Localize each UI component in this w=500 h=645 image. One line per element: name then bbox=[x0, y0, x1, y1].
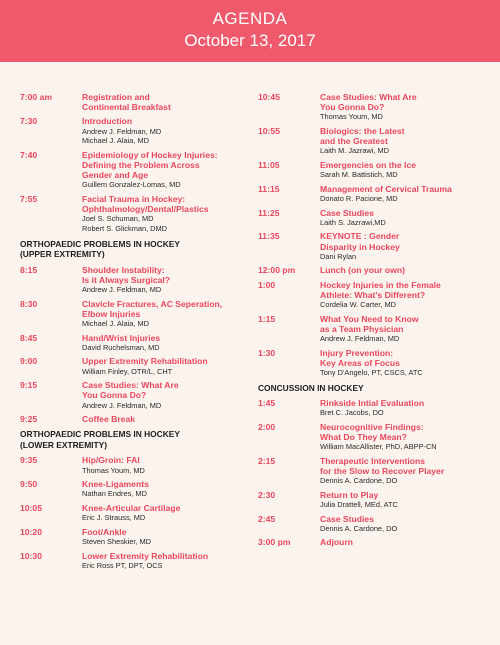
speaker-name: Julia Drattell, MEd, ATC bbox=[320, 500, 398, 510]
session-title-line: Foot/Ankle bbox=[82, 526, 127, 537]
session-title-line: Lunch (on your own) bbox=[320, 265, 405, 276]
entry-time: 1:30 bbox=[258, 347, 276, 358]
entry-time: 9:15 bbox=[20, 380, 38, 391]
agenda-entry bbox=[258, 398, 486, 418]
agenda-entry bbox=[20, 503, 242, 523]
session-title-line: Epidemiology of Hockey Injuries: bbox=[82, 149, 218, 160]
entry-body bbox=[82, 150, 242, 190]
agenda-entry bbox=[258, 456, 486, 486]
agenda-entry bbox=[258, 160, 486, 180]
speaker-name: Andrew J. Feldman, MD bbox=[82, 400, 162, 410]
session-title-line: Return to Play bbox=[320, 489, 379, 500]
session-title-line: Hockey Injuries in the Female bbox=[320, 279, 441, 290]
entry-body bbox=[82, 503, 242, 523]
section-heading bbox=[20, 239, 242, 260]
session-title-line: Key Areas of Focus bbox=[320, 357, 400, 368]
speaker-name: Steven Sheskier, MD bbox=[82, 536, 152, 546]
speaker-name: Eric J. Strauss, MD bbox=[82, 513, 146, 523]
agenda-entry bbox=[258, 92, 486, 122]
session-title-line: KEYNOTE : Gender bbox=[320, 231, 400, 242]
speaker-name: Donato R. Pacione, MD bbox=[320, 194, 398, 203]
section-heading-line: ORTHOPAEDIC PROBLEMS IN HOCKEY bbox=[20, 429, 180, 440]
agenda-entry bbox=[258, 126, 486, 156]
agenda-header bbox=[0, 0, 500, 62]
entry-body bbox=[320, 231, 486, 261]
entry-time: 11:35 bbox=[258, 231, 280, 242]
entry-body bbox=[82, 299, 242, 329]
session-title-line: Case Studies: What Are bbox=[320, 92, 417, 102]
session-title-line: Adjourn bbox=[320, 537, 353, 548]
session-title-line: Clavicle Fractures, AC Seperation, bbox=[82, 298, 223, 309]
session-title-line: Knee-Articular Cartilage bbox=[82, 502, 181, 513]
agenda-entry bbox=[258, 265, 486, 275]
entry-body bbox=[82, 414, 242, 424]
entry-body bbox=[320, 456, 486, 486]
entry-time: 9:50 bbox=[20, 479, 38, 490]
speaker-name: Michael J. Alaia, MD bbox=[82, 319, 149, 328]
agenda-entry bbox=[20, 527, 242, 547]
session-title-line: Gender and Age bbox=[82, 170, 149, 181]
session-title-line: Case Studies: What Are bbox=[82, 380, 179, 391]
agenda-entry bbox=[258, 231, 486, 261]
entry-time: 7:30 bbox=[20, 116, 38, 127]
speaker-name: Laith M. Jazrawi, MD bbox=[320, 146, 389, 156]
agenda-entry bbox=[258, 208, 486, 228]
entry-time: 1:15 bbox=[258, 313, 276, 324]
entry-time: 9:25 bbox=[20, 414, 38, 425]
entry-body bbox=[320, 537, 486, 547]
agenda-entry bbox=[20, 479, 242, 499]
entry-time: 8:15 bbox=[20, 264, 38, 275]
entry-body bbox=[82, 194, 242, 234]
entry-body bbox=[320, 348, 486, 378]
entry-body bbox=[320, 398, 486, 418]
entry-body bbox=[82, 479, 242, 499]
session-title-line: Continental Breakfast bbox=[82, 102, 171, 113]
session-title-line: Registration and bbox=[82, 92, 150, 102]
entry-time: 2:00 bbox=[258, 421, 276, 432]
session-title-line: for the Slow to Recover Player bbox=[320, 466, 445, 477]
speaker-name: Thomas Youm, MD bbox=[320, 112, 383, 122]
entry-time: 1:45 bbox=[258, 398, 276, 409]
session-title-line: Shoulder Instability: bbox=[82, 264, 165, 275]
agenda-entry bbox=[258, 280, 486, 310]
agenda-entry bbox=[20, 299, 242, 329]
entry-time: 11:05 bbox=[258, 160, 280, 170]
entry-time: 2:30 bbox=[258, 489, 276, 500]
session-title-line: Athlete: What's Different? bbox=[320, 289, 426, 300]
speaker-name: Michael J. Alaia, MD bbox=[82, 136, 149, 146]
agenda-entry bbox=[258, 514, 486, 534]
session-title-line: Emergencies on the Ice bbox=[320, 160, 416, 170]
agenda-entry bbox=[258, 348, 486, 378]
speaker-name: Eric Ross PT, DPT, OCS bbox=[82, 560, 163, 570]
session-title-line: Lower Extremity Rehabilitation bbox=[82, 550, 209, 561]
section-heading-line: (UPPER EXTREMITY) bbox=[20, 249, 105, 260]
entry-time: 10:55 bbox=[258, 126, 280, 136]
speaker-name: William MacAllister, PhD, ABPP-CN bbox=[320, 442, 437, 452]
agenda-entry bbox=[258, 422, 486, 452]
entry-time: 10:30 bbox=[20, 550, 42, 561]
entry-body bbox=[320, 422, 486, 452]
entry-body bbox=[320, 280, 486, 310]
entry-time: 7:40 bbox=[20, 149, 38, 160]
entry-body bbox=[82, 527, 242, 547]
entry-body bbox=[320, 314, 486, 344]
entry-body bbox=[82, 380, 242, 410]
section-heading-line: ORTHOPAEDIC PROBLEMS IN HOCKEY bbox=[20, 238, 180, 249]
speaker-name: Dani Rylan bbox=[320, 251, 357, 261]
agenda-entry bbox=[20, 551, 242, 571]
session-title-line: Management of Cervical Trauma bbox=[320, 183, 452, 194]
speaker-name: Nathan Endres, MD bbox=[82, 489, 147, 499]
entry-time: 9:00 bbox=[20, 356, 38, 367]
session-title-line: You Gonna Do? bbox=[82, 390, 147, 401]
session-title-line: Facial Trauma in Hockey: bbox=[82, 194, 186, 204]
entry-time: 2:15 bbox=[258, 455, 276, 466]
entry-time: 3:00 pm bbox=[258, 537, 291, 548]
session-title-line: What Do They Mean? bbox=[320, 432, 407, 443]
entry-time: 9:35 bbox=[20, 455, 38, 466]
entry-body bbox=[82, 92, 242, 112]
entry-time: 10:45 bbox=[258, 92, 280, 102]
speaker-name: Andrew J. Feldman, MD bbox=[82, 285, 162, 294]
session-title-line: Rinkside Intial Evaluation bbox=[320, 398, 425, 409]
entry-body bbox=[82, 551, 242, 571]
entry-time: 8:30 bbox=[20, 298, 38, 309]
session-title-line: Is it Always Surgical? bbox=[82, 274, 171, 285]
speaker-name: Tony D'Angelo, PT, CSCS, ATC bbox=[320, 368, 423, 377]
agenda-entry bbox=[258, 490, 486, 510]
speaker-name: Joel S. Schuman, MD bbox=[82, 214, 154, 224]
entry-body bbox=[320, 514, 486, 534]
speaker-name: Andrew J. Feldman, MD bbox=[320, 334, 400, 343]
entry-time: 1:00 bbox=[258, 279, 276, 290]
session-title-line: Defining the Problem Across bbox=[82, 160, 200, 170]
entry-time: 10:20 bbox=[20, 526, 42, 537]
entry-time: 11:25 bbox=[258, 207, 280, 218]
session-title-line: Case Studies bbox=[320, 513, 374, 524]
agenda-column-right bbox=[258, 92, 486, 552]
entry-time: 7:55 bbox=[20, 194, 38, 204]
session-title-line: What You Need to Know bbox=[320, 313, 419, 324]
session-title-line: Therapeutic Interventions bbox=[320, 455, 426, 466]
speaker-name: Cordelia W. Carter, MD bbox=[320, 300, 396, 309]
agenda-title: AGENDA bbox=[212, 9, 288, 28]
section-heading bbox=[258, 383, 486, 394]
agenda-entry bbox=[20, 150, 242, 190]
session-title-line: Biologics: the Latest bbox=[320, 126, 405, 136]
agenda-entry bbox=[20, 356, 242, 376]
speaker-name: Dennis A. Cardone, DO bbox=[320, 476, 398, 486]
speaker-name: Dennis A. Cardone, DO bbox=[320, 523, 398, 533]
speaker-name: William Finley, OTR/L, CHT bbox=[82, 366, 173, 376]
section-heading-line: (LOWER EXTREMITY) bbox=[20, 439, 108, 450]
entry-body bbox=[320, 126, 486, 156]
agenda-entry bbox=[20, 116, 242, 145]
entry-time: 10:05 bbox=[20, 502, 42, 513]
speaker-name: Bret C. Jacobs, DO bbox=[320, 408, 384, 418]
entry-body bbox=[320, 184, 486, 204]
entry-body bbox=[82, 116, 242, 145]
entry-body bbox=[82, 265, 242, 295]
entry-time: 11:15 bbox=[258, 183, 280, 194]
entry-time: 7:00 am bbox=[20, 92, 53, 102]
entry-time: 12:00 pm bbox=[258, 265, 296, 276]
speaker-name: Sarah M. Battistich, MD bbox=[320, 170, 398, 180]
agenda-entry bbox=[20, 92, 242, 112]
speaker-name: Guillem Gonzalez-Lomas, MD bbox=[82, 180, 181, 190]
agenda-entry bbox=[20, 380, 242, 410]
entry-time: 2:45 bbox=[258, 513, 276, 524]
session-title-line: Introduction bbox=[82, 116, 133, 127]
agenda-entry bbox=[258, 314, 486, 344]
session-title-line: Upper Extremity Rehabilitation bbox=[82, 356, 208, 367]
speaker-name: Andrew J. Feldman, MD bbox=[82, 126, 162, 136]
agenda-entry bbox=[20, 455, 242, 475]
agenda-column-left bbox=[20, 92, 242, 574]
agenda-entry bbox=[20, 414, 242, 424]
session-title-line: and the Greatest bbox=[320, 136, 388, 147]
entry-body bbox=[82, 356, 242, 376]
session-title-line: Hand/Wrist Injuries bbox=[82, 332, 161, 343]
entry-body bbox=[320, 490, 486, 510]
entry-body bbox=[82, 333, 242, 353]
session-title-line: Hip/Groin: FAI bbox=[82, 455, 140, 466]
session-title-line: Case Studies bbox=[320, 207, 374, 218]
agenda-date: October 13, 2017 bbox=[184, 31, 316, 50]
entry-body bbox=[320, 265, 486, 275]
agenda-entry bbox=[20, 333, 242, 353]
speaker-name: Laith S. Jazrawi,MD bbox=[320, 217, 386, 227]
session-title-line: as a Team Physician bbox=[320, 323, 404, 334]
session-title-line: Disparity in Hockey bbox=[320, 241, 400, 252]
entry-time: 8:45 bbox=[20, 332, 38, 343]
section-heading-line: CONCUSSION IN HOCKEY bbox=[258, 382, 364, 393]
agenda-entry bbox=[258, 537, 486, 547]
agenda-entry bbox=[20, 194, 242, 234]
session-title-line: Coffee Break bbox=[82, 414, 136, 425]
section-heading bbox=[20, 429, 242, 450]
agenda-entry bbox=[20, 265, 242, 295]
entry-body bbox=[320, 208, 486, 228]
session-title-line: Neurocognitive Findings: bbox=[320, 421, 424, 432]
entry-body bbox=[320, 92, 486, 122]
session-title-line: You Gonna Do? bbox=[320, 102, 385, 113]
entry-body bbox=[82, 455, 242, 475]
entry-body bbox=[320, 160, 486, 180]
session-title-line: Injury Prevention: bbox=[320, 347, 394, 358]
session-title-line: Knee-Ligaments bbox=[82, 479, 149, 490]
speaker-name: Robert S. Glickman, DMD bbox=[82, 224, 168, 233]
session-title-line: Ophthalmology/Dental/Plastics bbox=[82, 204, 209, 215]
speaker-name: Thomas Youm, MD bbox=[82, 465, 145, 475]
speaker-name: David Ruchelsman, MD bbox=[82, 342, 160, 352]
session-title-line: Elbow Injuries bbox=[82, 308, 141, 319]
agenda-entry bbox=[258, 184, 486, 204]
